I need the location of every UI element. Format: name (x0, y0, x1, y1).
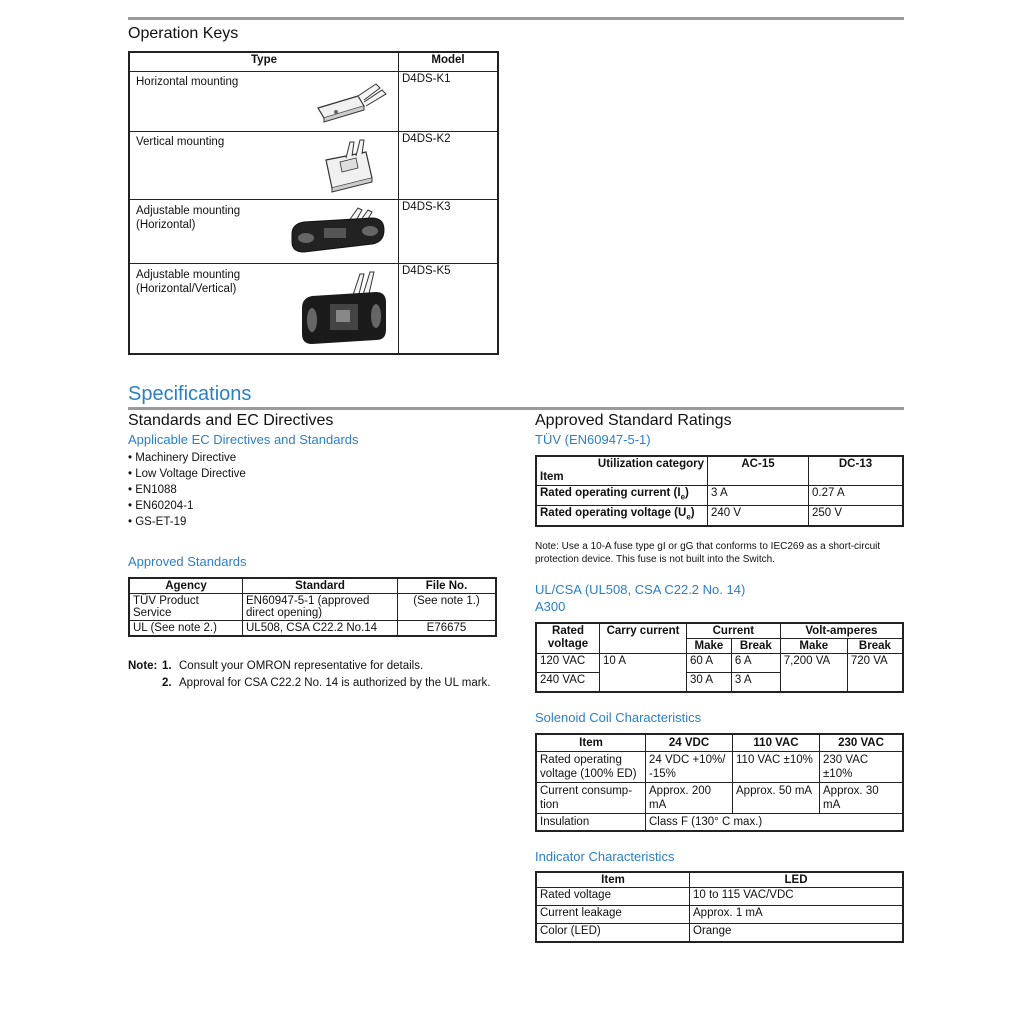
cbreak-cell: 3 A (731, 673, 780, 692)
standards-title: Standards and EC Directives (128, 412, 334, 429)
tuv-item-sub: e (680, 492, 686, 502)
table-row (536, 906, 903, 924)
model-value: D4DS-K2 (402, 133, 451, 145)
ac-value: 240 V (708, 506, 809, 526)
standard-header: Standard (243, 578, 398, 594)
solenoid-cell: Approx. 50 mA (733, 783, 820, 814)
tuv-item-close: ) (685, 487, 689, 499)
utilization-label: Utilization category (597, 458, 704, 470)
list-item: • Machinery Directive (128, 452, 246, 464)
adjustable-key-icon (288, 204, 388, 262)
solenoid-cell: Rated operating voltage (100% ED) (536, 752, 646, 783)
tuv-item-sub: e (686, 512, 691, 522)
adjustable-hv-key-icon (298, 268, 390, 350)
type-label: Horizontal mounting (136, 76, 239, 88)
note-text: Consult your OMRON representative for details. (179, 660, 424, 672)
model-header: Model (399, 52, 499, 72)
cmake-cell: 60 A (687, 654, 732, 673)
approved-standards-title: Approved Standards (128, 554, 247, 569)
table-row (129, 72, 498, 132)
approved-standards-table (128, 577, 497, 637)
table-row (129, 264, 498, 354)
ratings-title: Approved Standard Ratings (535, 412, 732, 429)
tuv-item: Rated operating current (I (540, 487, 681, 499)
solenoid-item-header: Item (536, 734, 646, 752)
solenoid-230vac-header: 230 VAC (820, 734, 904, 752)
type-label-sub: (Horizontal/Vertical) (136, 283, 237, 295)
type-header: Type (129, 52, 399, 72)
cbreak-cell: 6 A (731, 654, 780, 673)
ulcsa-table (535, 622, 904, 693)
table-row (536, 924, 903, 942)
tuv-item: Rated operating voltage (U (540, 507, 687, 519)
solenoid-cell: Approx. 200 mA (646, 783, 733, 814)
ac15-header: AC-15 (708, 456, 809, 486)
operation-keys-table (128, 51, 499, 355)
solenoid-cell: Insulation (536, 814, 646, 832)
solenoid-title: Solenoid Coil Characteristics (535, 710, 702, 725)
solenoid-cell: Class F (130° C max.) (646, 814, 904, 832)
vertical-key-icon (320, 138, 386, 196)
indicator-cell: Color (LED) (536, 924, 690, 942)
rated-voltage-header: Rated voltage (536, 623, 600, 654)
vbreak-cell: 720 VA (847, 654, 903, 692)
indicator-cell: Approx. 1 mA (690, 906, 904, 924)
current-break-header: Break (731, 639, 780, 654)
agency-cell: UL (See note 2.) (129, 621, 243, 637)
list-item: • Low Voltage Directive (128, 468, 246, 480)
type-label: Vertical mounting (136, 136, 225, 148)
indicator-table (535, 871, 904, 943)
cmake-cell: 30 A (687, 673, 732, 692)
tuv-corner-header (536, 456, 708, 486)
indicator-cell: Current leakage (536, 906, 690, 924)
applicable-list (128, 452, 246, 532)
dc-value: 250 V (809, 506, 904, 526)
agency-header: Agency (129, 578, 243, 594)
solenoid-cell: 110 VAC ±10% (733, 752, 820, 783)
current-make-header: Make (687, 639, 732, 654)
applicable-title: Applicable EC Directives and Standards (128, 432, 359, 447)
item-label: Item (540, 471, 564, 483)
va-break-header: Break (847, 639, 903, 654)
table-row (536, 783, 903, 814)
vmake-cell: 7,200 VA (780, 654, 847, 692)
indicator-cell: Rated voltage (536, 888, 690, 906)
top-rule (128, 17, 904, 20)
volt-amperes-header: Volt-amperes (780, 623, 903, 639)
model-value: D4DS-K1 (402, 73, 451, 85)
table-row (129, 594, 496, 621)
solenoid-cell: Current consump- tion (536, 783, 646, 814)
horizontal-key-icon (314, 78, 390, 130)
tuv-note: Note: Use a 10-A fuse type gI or gG that conforms to IEC269 as a short-circuit protection device. This fuse is not built into the Switch. (535, 541, 881, 565)
note-num: 1. (162, 660, 172, 672)
indicator-led-header: LED (690, 872, 904, 888)
operation-keys-title: Operation Keys (128, 25, 239, 42)
type-label: Adjustable mounting (136, 205, 241, 217)
standard-cell: UL508, CSA C22.2 No.14 (243, 621, 398, 637)
tuv-item-close: ) (690, 507, 695, 519)
indicator-cell: 10 to 115 VAC/VDC (690, 888, 904, 906)
type-label-sub: (Horizontal) (136, 219, 196, 231)
tuv-title: TÜV (EN60947-5-1) (535, 432, 651, 447)
table-row (536, 506, 903, 526)
fileno-cell: E76675 (398, 621, 497, 637)
table-row (129, 200, 498, 264)
table-row (536, 486, 903, 506)
standards-notes (128, 659, 498, 691)
note-num: 2. (162, 677, 172, 689)
table-row (129, 132, 498, 200)
va-make-header: Make (780, 639, 847, 654)
voltage-cell: 240 VAC (536, 673, 600, 692)
type-label: Adjustable mounting (136, 269, 241, 281)
table-row (536, 814, 903, 832)
solenoid-cell: Approx. 30 mA (820, 783, 904, 814)
solenoid-24vdc-header: 24 VDC (646, 734, 733, 752)
ulcsa-sub: A300 (535, 599, 566, 614)
dc13-header: DC-13 (809, 456, 904, 486)
indicator-cell: Orange (690, 924, 904, 942)
carry-cell: 10 A (600, 654, 687, 692)
list-item: • EN1088 (128, 484, 246, 496)
standard-cell: EN60947-5-1 (approved direct opening) (243, 594, 398, 621)
tuv-ratings-table (535, 455, 904, 527)
agency-cell: TÜV Product Service (129, 594, 243, 621)
list-item: • EN60204-1 (128, 500, 246, 512)
ulcsa-title: UL/CSA (UL508, CSA C22.2 No. 14) (535, 582, 746, 597)
note-text: Approval for CSA C22.2 No. 14 is authorized by the UL mark. (179, 677, 491, 689)
indicator-item-header: Item (536, 872, 690, 888)
list-item: • GS-ET-19 (128, 516, 246, 528)
specifications-rule (128, 407, 904, 410)
model-value: D4DS-K3 (402, 201, 451, 213)
ac-value: 3 A (708, 486, 809, 506)
table-row (129, 621, 496, 637)
fileno-cell: (See note 1.) (398, 594, 497, 621)
fileno-header: File No. (398, 578, 497, 594)
indicator-title: Indicator Characteristics (535, 849, 675, 864)
solenoid-cell: 24 VDC +10%/ -15% (646, 752, 733, 783)
carry-current-header: Carry current (600, 623, 687, 654)
specifications-title: Specifications (128, 383, 252, 405)
table-row (536, 888, 903, 906)
solenoid-110vac-header: 110 VAC (733, 734, 820, 752)
dc-value: 0.27 A (809, 486, 904, 506)
note-label: Note: (128, 660, 158, 672)
current-header: Current (687, 623, 781, 639)
table-row (536, 752, 903, 783)
model-value: D4DS-K5 (402, 265, 451, 277)
table-row (536, 654, 903, 673)
solenoid-table (535, 733, 904, 832)
solenoid-cell: 230 VAC ±10% (820, 752, 904, 783)
voltage-cell: 120 VAC (536, 654, 600, 673)
